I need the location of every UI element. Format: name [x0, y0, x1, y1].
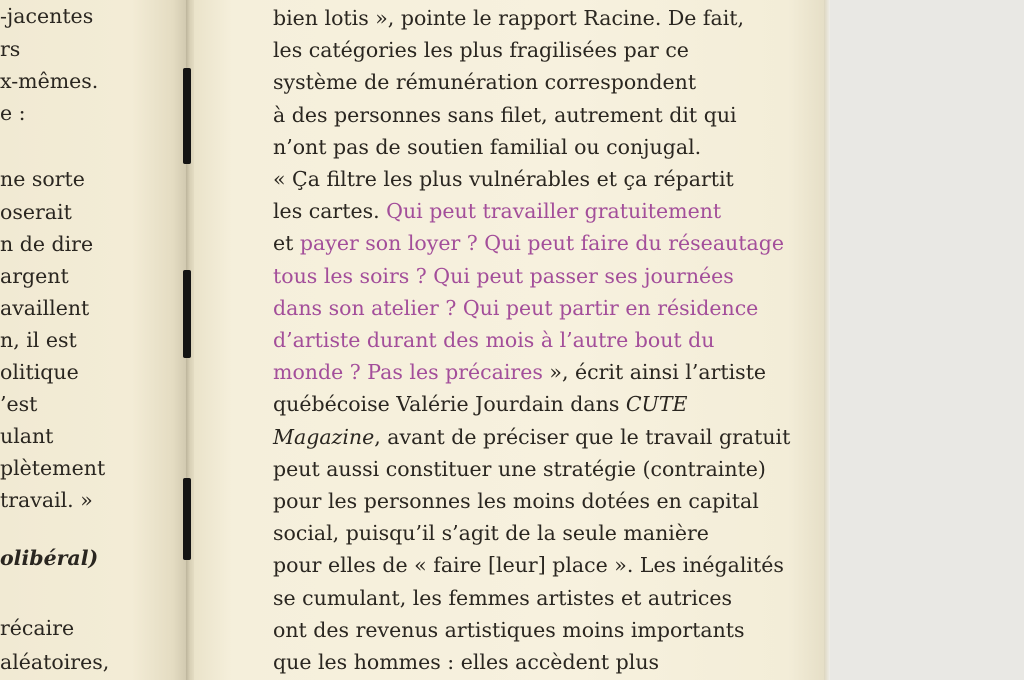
left-page-text-line: n, il est — [0, 328, 77, 352]
body-text-line — [273, 328, 715, 352]
text-segment: n’ont pas de soutien familial ou conjugal. — [273, 135, 702, 159]
page-edge — [824, 0, 830, 680]
text-segment: les catégories les plus fragilisées par ce — [273, 38, 689, 62]
text-segment: CUTE — [625, 392, 688, 416]
text-segment: québécoise Valérie Jourdain dans — [273, 392, 626, 416]
text-segment: bien lotis », pointe le rapport Racine. De fait, — [273, 6, 745, 30]
text-segment: à des personnes sans filet, autrement dit qui — [273, 103, 737, 127]
body-text-line — [273, 457, 766, 481]
highlighted-quote-text: monde ? Pas les précaires — [273, 360, 543, 384]
highlighted-quote-text: dans son atelier ? Qui peut partir en résidence — [273, 296, 759, 320]
body-text-line — [273, 70, 696, 94]
text-segment: ont des revenus artistiques moins importants — [273, 618, 745, 642]
body-text-line — [273, 618, 745, 642]
left-page-text-line: e : — [0, 101, 26, 125]
text-segment: pour les personnes les moins dotées en capital — [273, 489, 759, 513]
left-page-text-line: ne sorte — [0, 167, 85, 191]
body-text-line — [273, 425, 790, 449]
body-text-line — [273, 586, 732, 610]
left-page-text-line: olibéral) — [0, 546, 99, 570]
text-segment: », écrit ainsi l’artiste — [542, 360, 767, 384]
body-text-line — [273, 135, 701, 159]
left-page-text-line: ulant — [0, 424, 54, 448]
right-page — [194, 0, 826, 680]
body-text-line — [273, 264, 734, 288]
left-page-text-line: olitique — [0, 360, 79, 384]
body-text-line — [273, 296, 758, 320]
left-page-text-line: n de dire — [0, 232, 94, 256]
body-text-line — [273, 489, 759, 513]
body-text-line — [273, 103, 737, 127]
left-page — [0, 0, 188, 680]
highlighted-quote-text: payer son loyer ? Qui peut faire du réseautage — [299, 231, 784, 255]
text-segment: pour elles de « faire [leur] place ». Les inégalités — [273, 553, 784, 577]
text-segment: « Ça filtre les plus vulnérables et ça répartit — [273, 167, 734, 191]
left-page-text-line: -jacentes — [0, 4, 94, 28]
left-page-text-line: x-mêmes. — [0, 69, 99, 93]
body-text-line — [273, 553, 784, 577]
left-page-text-line: oserait — [0, 200, 72, 224]
body-text-line — [273, 231, 784, 255]
body-text-line — [273, 199, 721, 223]
body-text-line — [273, 521, 709, 545]
left-page-text-line: plètement — [0, 456, 106, 480]
staple — [183, 270, 191, 358]
left-page-text-line: rs — [0, 37, 21, 61]
left-page-text-line: aléatoires, — [0, 650, 110, 674]
left-page-text-line: ’est — [0, 392, 38, 416]
text-segment: se cumulant, les femmes artistes et autrices — [273, 586, 733, 610]
left-page-text-line: argent — [0, 264, 69, 288]
text-segment: social, puisqu’il s’agit de la seule manière — [273, 521, 709, 545]
staple — [183, 478, 191, 560]
left-page-text-line: récaire — [0, 616, 75, 640]
body-text-line — [273, 392, 687, 416]
left-page-text-line: availlent — [0, 296, 90, 320]
text-segment: les cartes. — [273, 199, 387, 223]
highlighted-quote-text: tous les soirs ? Qui peut passer ses journées — [273, 264, 734, 288]
body-text-line — [273, 38, 689, 62]
body-text-line — [273, 6, 744, 30]
highlighted-quote-text: d’artiste durant des mois à l’autre bout du — [273, 328, 715, 352]
left-page-text-line: travail. » — [0, 488, 93, 512]
text-segment: Magazine — [273, 425, 375, 449]
body-text-line — [273, 360, 766, 384]
text-segment: et — [273, 231, 300, 255]
text-segment: peut aussi constituer une stratégie (contrainte) — [273, 457, 766, 481]
text-segment: que les hommes : elles accèdent plus — [273, 650, 660, 674]
body-text-line — [273, 650, 659, 674]
text-segment: , avant de préciser que le travail gratuit — [374, 425, 791, 449]
staple — [183, 68, 191, 164]
highlighted-quote-text: Qui peut travailler gratuitement — [386, 199, 722, 223]
text-segment: système de rémunération correspondent — [273, 70, 697, 94]
body-text-line — [273, 167, 734, 191]
